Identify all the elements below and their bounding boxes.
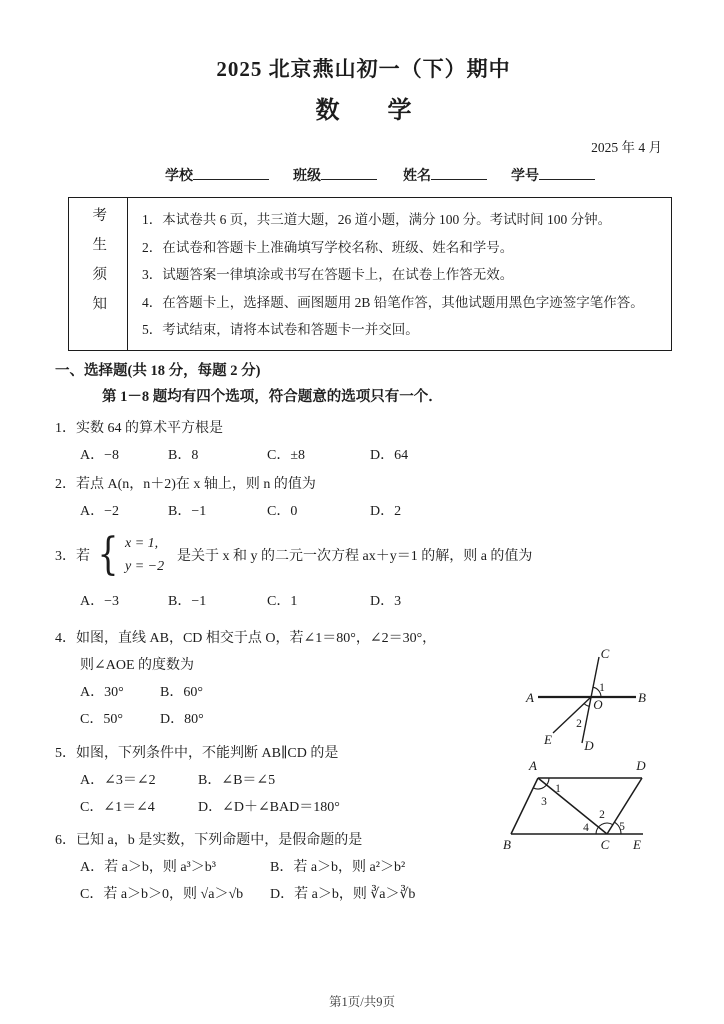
equation-2: y = −2 [125,558,165,574]
fig4-label-A: A [526,690,534,705]
q4-option-b: B．60° [160,684,203,700]
equation-system [125,532,173,578]
question-2 [55,471,672,525]
q1-option-c: C．±8 [267,447,306,463]
question-3-number: 3． [55,548,76,564]
q6-option-b: B．若 a＞b，则 a²＞b² [270,859,406,875]
fig5-angle3-label: 3 [541,796,547,808]
notice-side-label: 考生须知 [90,207,107,326]
fig4-angle2-arc [584,704,589,707]
question-3-options [55,588,672,615]
fig5-label-A: A [529,758,537,773]
section-heading: 一、选择题(共 18 分，每题 2 分) [55,362,261,379]
school-label: 学校 [165,169,193,184]
fig5-line-BA [511,778,538,834]
school-blank [193,166,269,180]
notice-item-2: 2．在试卷和答题卡上准确填写学校名称、班级、姓名和学号。 [142,239,514,255]
notice-item-4: 4．在答题卡上，选择题、画图题用 2B 铅笔作答，其他试题用黑色字迹签字笔作答。 [142,294,644,310]
question-4-number: 4． [55,630,76,646]
fig4-angle2-label: 2 [576,718,582,730]
exam-date: 2025 年 4 月 [591,140,662,155]
fig4-label-D: D [584,738,594,753]
notice-body [128,198,671,350]
notice-box [68,197,672,351]
q6-option-c: C．若 a＞b＞0，则 √a＞√b [80,886,244,902]
question-6-text: 已知 a，b 是实数，下列命题中，是假命题的是 [76,832,363,848]
student-id-blank [539,166,595,180]
fig5-label-E: E [633,837,641,852]
student-info-row [55,166,672,187]
question-5-text: 如图，下列条件中，不能判断 AB∥CD 的是 [76,745,339,761]
q5-option-c: C．∠1＝∠4 [80,799,155,815]
fig5-angle2-label: 2 [599,809,605,821]
question-2-options [55,498,672,525]
section-note: 第 1－8 题均有四个选项，符合题意的选项只有一个． [102,388,443,405]
q5-figure-svg [492,757,654,857]
fig5-angle1-label: 1 [555,783,561,795]
q5-option-b: B．∠B＝∠5 [198,772,276,788]
system-brace: { [97,528,119,580]
question-3 [55,529,672,615]
figure-question-4 [523,644,658,764]
question-2-text: 若点 A(n，n＋2)在 x 轴上，则 n 的值为 [76,476,316,492]
name-label: 姓名 [403,169,431,184]
name-blank [431,166,487,180]
question-4-stem-line2: 则∠AOE 的度数为 [80,657,195,673]
fig5-label-B: B [503,837,511,852]
q1-option-d: D．64 [370,447,409,463]
q1-option-a: A．−8 [80,447,120,463]
q4-option-a: A．30° [80,684,124,700]
page-title: 2025 北京燕山初一（下）期中 [216,57,511,81]
question-6-number: 6． [55,832,76,848]
student-id-label: 学号 [511,169,539,184]
fig4-label-O: O [593,697,603,712]
question-6-options-row2 [55,881,672,908]
fig4-label-C: C [600,646,610,661]
q4-option-d: D．80° [160,711,204,727]
question-2-stem [55,471,672,498]
figure-question-5 [492,757,654,862]
fig5-line-AC [538,778,607,834]
q2-option-a: A．−2 [80,503,120,519]
q1-option-b: B．8 [168,447,199,463]
question-1-options [55,442,672,469]
fig4-angle1-label: 1 [599,682,605,694]
q2-option-d: D．2 [370,503,402,519]
notice-side-cell [69,198,128,350]
q2-option-c: C．0 [267,503,298,519]
q3-option-b: B．−1 [168,593,207,609]
q3-option-d: D．3 [370,593,402,609]
q3-option-c: C．1 [267,593,298,609]
question-1-number: 1． [55,420,76,436]
question-3-text: 是关于 x 和 y 的二元一次方程 ax＋y＝1 的解，则 a 的值为 [177,548,533,564]
question-1 [55,415,672,469]
fig5-label-D: D [636,758,646,773]
fig5-angle4-label: 4 [583,822,589,834]
q6-option-a: A．若 a＞b，则 a³＞b³ [80,859,216,875]
question-4-text-line1: 如图，直线 AB，CD 相交于点 O，若∠1＝80°，∠2＝30°， [76,630,437,646]
question-2-number: 2． [55,476,76,492]
question-5-number: 5． [55,745,76,761]
notice-item-5: 5．考试结束，请将本试卷和答题卡一并交回。 [142,322,419,337]
fig4-label-B: B [638,690,646,705]
q5-option-d: D．∠D＋∠BAD＝180° [198,799,340,815]
class-label: 班级 [293,169,321,184]
question-3-pre: 若 [76,548,90,564]
notice-item-1: 1．本试卷共 6 页，共三道大题，26 道小题，满分 100 分。考试时间 100 分钟。 [142,212,612,227]
fig5-label-C: C [600,837,610,852]
page-footer: 第1页/共9页 [329,995,395,1009]
q5-option-a: A．∠3＝∠2 [80,772,156,788]
q2-option-b: B．−1 [168,503,207,519]
question-1-text: 实数 64 的算术平方根是 [76,420,223,436]
subject-title: 数 学 [315,98,412,124]
fig5-angle5-label: 5 [619,821,625,833]
fig4-label-E: E [544,732,552,747]
question-1-stem [55,415,672,442]
question-3-stem [55,529,672,581]
equation-1: x = 1, [125,535,159,551]
q4-option-c: C．50° [80,711,123,727]
q6-option-d: D．若 a＞b，则 ∛a＞∛b [270,886,416,902]
notice-item-3: 3．试题答案一律填涂或书写在答题卡上，在试卷上作答无效。 [142,267,514,282]
q4-figure-svg [523,644,658,759]
class-blank [321,166,377,180]
q3-option-a: A．−3 [80,593,120,609]
